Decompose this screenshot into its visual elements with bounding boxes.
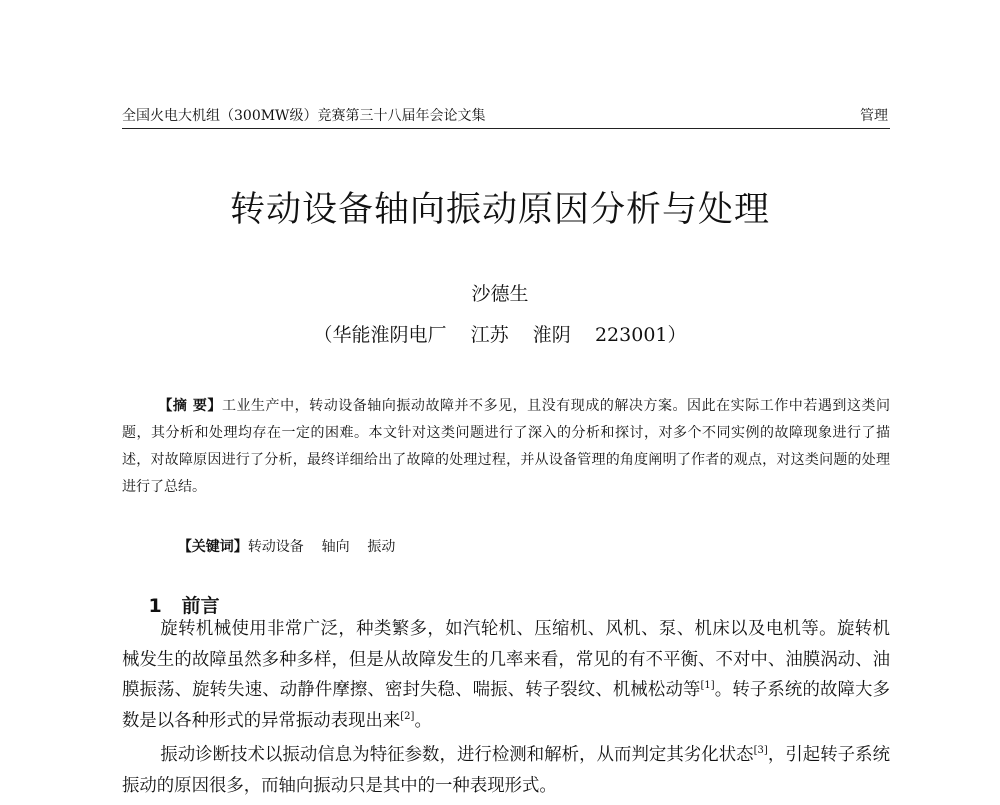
paper-title: 转动设备轴向振动原因分析与处理 — [229, 190, 770, 230]
paragraph-intro — [122, 614, 890, 736]
paragraph-text: ，引起转子系统振动的原因很多，而轴向振动只是其中的一种表现形式。 — [122, 745, 890, 796]
paragraph-diagnosis — [122, 740, 890, 801]
keywords-text: 转动设备 轴向 振动 — [247, 539, 396, 555]
paragraph-text: 旋转机械使用非常广泛，种类繁多，如汽轮机、压缩机、风机、泵、机床以及电机等。旋转机械发生的故障虽然多种多样，但是从故障发生的几率来看，常见的有不平衡、不对中、油膜涡动、油膜振荡、旋转失速、动静件摩擦、密封失稳、喘振、转子裂纹、机械松动等 — [122, 619, 890, 700]
journal-name: 全国火电大机组（300MW级）竞赛第三十八届年会论文集 — [122, 108, 486, 124]
paragraph-text: 。转子系统的故障大多数是以各种形式的异常振动表现出来 — [122, 680, 890, 731]
section-number: 1 — [148, 595, 162, 617]
citation-ref: [3] — [753, 745, 768, 757]
abstract-text: 工业生产中，转动设备轴向振动故障并不多见，且没有现成的解决方案。因此在实际工作中若遇到这类问题，其分析和处理均存在一定的困难。本文针对这类问题进行了深入的分析和探讨，对多个不同实例的故障现象进行了描述，对故障原因进行了分析，最终详细给出了故障的处理过程，并从设备管理的角度阐明了作者的观点，对这类问题的处理进行了总结。 — [122, 398, 891, 495]
citation-ref: [1] — [700, 680, 715, 692]
running-header — [122, 104, 890, 129]
paragraph-text: 。 — [414, 710, 432, 731]
body-text — [122, 614, 890, 805]
paragraph-text: 振动诊断技术以振动信息为特征参数，进行检测和解析，从而判定其劣化状态 — [160, 745, 754, 765]
section-tag: 管理 — [860, 108, 888, 124]
author-affiliation: （华能淮阴电厂 江苏 淮阴 223001） — [313, 324, 687, 346]
abstract-label: 【摘 要】 — [158, 398, 222, 414]
section-title: 前言 — [181, 595, 220, 617]
author-name: 沙德生 — [471, 283, 529, 305]
citation-ref: [2] — [400, 710, 415, 722]
keywords-label: 【关键词】 — [177, 539, 248, 555]
abstract — [122, 393, 890, 501]
